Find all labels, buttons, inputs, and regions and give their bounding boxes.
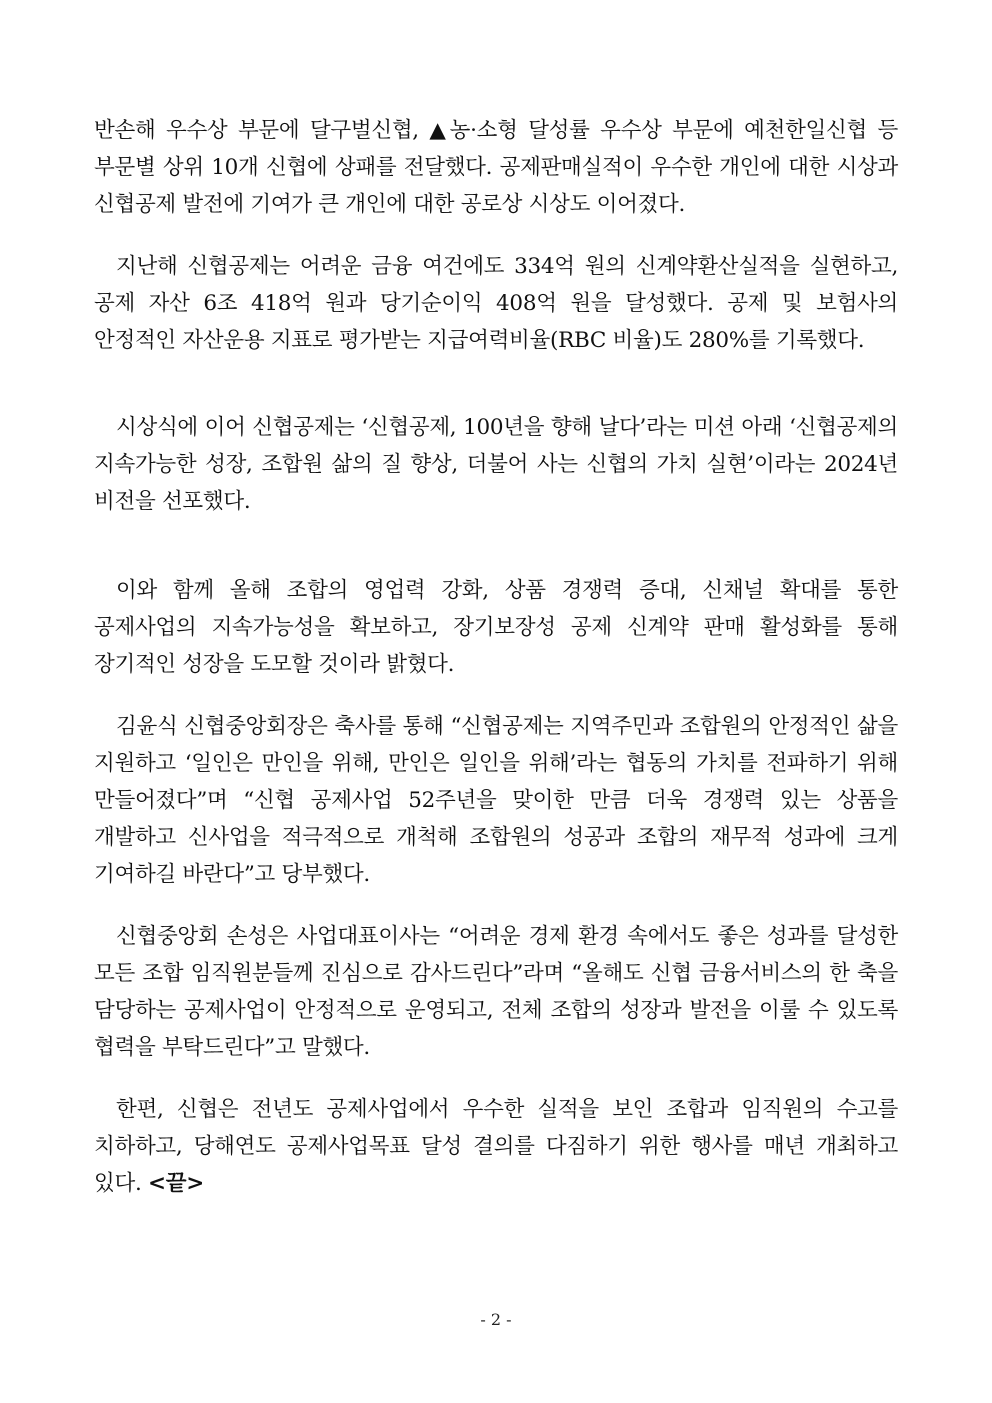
paragraph-2024-vision: 시상식에 이어 신협공제는 ‘신협공제, 100년을 향해 날다’라는 미션 아래 ‘신협공제의 지속가능한 성장, 조합원 삶의 질 향상, 더불어 사는 신협의 가치 실현’이라는 2024년 비전을 선포했다. (94, 415, 898, 514)
paragraph-last-year-results: 지난해 신협공제는 어려운 금융 여건에도 334억 원의 신계약환산실적을 실현하고, 공제 자산 6조 418억 원과 당기순이익 408억 원을 달성했다. 공제 및 보험사의 안정적인 자산운용 지표로 평가받는 지급여력비율(RBC 비율)도 280%를 기록했다. (94, 254, 898, 353)
page-number: - 2 - (480, 1310, 512, 1329)
paragraph-award-continuation: 반손해 우수상 부문에 달구벌신협, ▲농·소형 달성률 우수상 부문에 예천한일신협 등 부문별 상위 10개 신협에 상패를 전달했다. 공제판매실적이 우수한 개인에 대한 시상과 신협공제 발전에 기여가 큰 개인에 대한 공로상 시상도 이어졌다. (94, 118, 898, 217)
paragraph-ceo-remarks: 신협중앙회 손성은 사업대표이사는 “어려운 경제 환경 속에서도 좋은 성과를 달성한 모든 조합 임직원분들께 진심으로 감사드린다”라며 “올해도 신협 금융서비스의 한 축을 담당하는 공제사업이 안정적으로 운영되고, 전체 조합의 성장과 발전을 이룰 수 있도록 협력을 부탁드린다”고 말했다. (94, 924, 898, 1060)
paragraph-sustainability-plan: 이와 함께 올해 조합의 영업력 강화, 상품 경쟁력 증대, 신채널 확대를 통한 공제사업의 지속가능성을 확보하고, 장기보장성 공제 신계약 판매 활성화를 통해 장기적인 성장을 도모할 것이라 밝혔다. (94, 578, 898, 677)
paragraph-closing (94, 1091, 898, 1202)
closing-text: 한편, 신협은 전년도 공제사업에서 우수한 실적을 보인 조합과 임직원의 수고를 치하하고, 당해연도 공제사업목표 달성 결의를 다짐하기 위한 행사를 매년 개최하고 있다. (94, 1097, 898, 1196)
document-body (94, 112, 898, 1202)
paragraph-chairman-speech: 김윤식 신협중앙회장은 축사를 통해 “신협공제는 지역주민과 조합원의 안정적인 삶을 지원하고 ‘일인은 만인을 위해, 만인은 일인을 위해’라는 협동의 가치를 전파하기 위해 만들어졌다”며 “신협 공제사업 52주년을 맞이한 만큼 더욱 경쟁력 있는 상품을 개발하고 신사업을 적극적으로 개척해 조합원의 성공과 조합의 재무적 성과에 크게 기여하길 바란다”고 당부했다. (94, 714, 898, 887)
end-mark: <끝> (148, 1171, 204, 1196)
